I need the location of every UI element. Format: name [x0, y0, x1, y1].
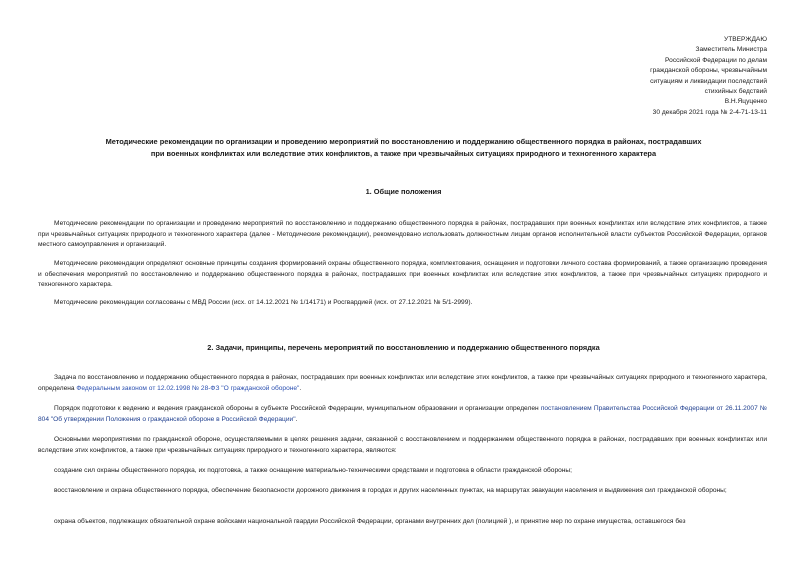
government-decree-link[interactable]: постановлением Правительства Российской Федерации от 26.11.2007 № 804 "Об утверждении Положения о гражданской обороне в Российской Федерации" [38, 405, 767, 423]
approval-line: гражданской обороны, чрезвычайным [650, 67, 767, 75]
paragraph-text: . [295, 415, 298, 423]
paragraph: охрана объектов, подлежащих обязательной охране войсками национальной гвардии Российской Федерации, органами внутренних дел (полицией ), и принятие мер по охране имущества, оставшегося без [54, 518, 686, 525]
paragraph [38, 373, 767, 394]
approval-block [567, 35, 767, 118]
section-1-heading: 1. Общие положения [365, 187, 442, 196]
approval-line: 30 декабря 2021 года № 2-4-71-13-11 [652, 108, 767, 116]
paragraph: Методические рекомендации согласованы с МВД России (исх. от 14.12.2021 № 1/14171) и Росгвардией (исх. от 27.12.2021 № 5/1-2999). [54, 299, 473, 306]
approval-line: УТВЕРЖДАЮ [724, 36, 767, 43]
approval-line: стихийных бедствий [704, 88, 767, 96]
paragraph-text: . [299, 384, 302, 392]
document-title-line: Методические рекомендации по организации и проведению мероприятий по восстановлению и поддержанию общественного порядка в районах, пострадавших [105, 137, 702, 146]
paragraph [38, 404, 767, 425]
approval-line: В.Н.Яцуценко [724, 98, 767, 106]
paragraph: восстановление и охрана общественного порядка, обеспечение безопасности дорожного движения в городах и других населенных пунктах, на маршрутах эвакуации населения и выдвижения сил гражданской обороны; [54, 487, 727, 494]
approval-line: Заместитель Министра [695, 46, 767, 54]
paragraph: создание сил охраны общественного порядка, их подготовка, а также оснащение материально-техническими средствами и подготовка в области гражданской обороны; [54, 467, 572, 474]
document-title-line: при военных конфликтах или вследствие этих конфликтов, а также при чрезвычайных ситуациях природного и техногенного характера [150, 149, 657, 158]
federal-law-link[interactable]: Федеральным законом от 12.02.1998 № 28-ФЗ "О гражданской обороне" [76, 384, 300, 392]
paragraph-text: Задача по восстановлению и поддержанию общественного порядка в районах, пострадавших при военных конфликтах или вследствие этих конфликтов, а также при чрезвычайных ситуациях природного и техногенного характера, определена [38, 374, 767, 392]
approval-line: ситуациям и ликвидации последствий [650, 77, 767, 85]
paragraph: Основными мероприятиями по гражданской обороне, осуществляемыми в целях решения задачи, связанной с восстановлением и поддержанием общественного порядка в районах, пострадавших при военных конфликтах или вследствие этих конфликтов, а также при чрезвычайных ситуациях природного и техногенного характера, являются: [38, 436, 767, 454]
paragraph: Методические рекомендации определяют основные принципы создания формирований охраны общественного порядка, комплектования, оснащения и подготовки личного состава формирований, а также организацию проведения и обеспечения мероприятий по восстановлению и поддержанию общественного порядка в районах, пострадавших при военных конфликтах или вследствие этих конфликтов, а также при чрезвычайных ситуациях природного и техногенного характера. [38, 260, 767, 288]
section-2-heading: 2. Задачи, принципы, перечень мероприятий по восстановлению и поддержанию общественного порядка [207, 343, 600, 352]
paragraph-text: Порядок подготовки к ведению и ведения гражданской обороны в субъекте Российской Федерации, муниципальном образовании и организации определен [54, 405, 541, 412]
document-title [30, 136, 777, 160]
paragraph: Методические рекомендации по организации и проведению мероприятий по восстановлению и поддержанию общественного порядка в районах, пострадавших при военных конфликтах или вследствие этих конфликтов, а также при чрезвычайных ситуациях природного и техногенного характера (далее - Методические рекомендации), рекомендовано использовать должностным лицам органов исполнительной власти субъектов Российской Федерации, органов местного самоуправления и организаций. [38, 220, 767, 248]
approval-line: Российской Федерации по делам [665, 56, 767, 64]
